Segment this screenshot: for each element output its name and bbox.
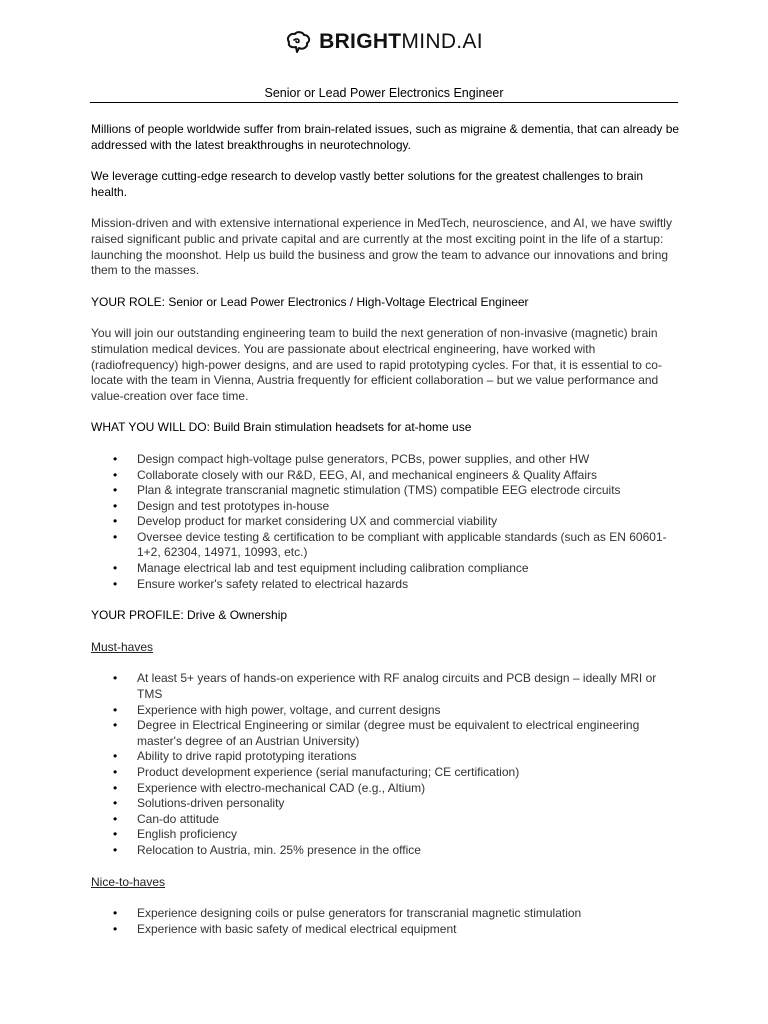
list-item: • Oversee device testing & certification to be compliant with applicable standards (such as EN 60601-1+2, 62304, 14971, 10993, etc.): [91, 530, 681, 561]
role-paragraph: You will join our outstanding engineering team to build the next generation of non-invasive (magnetic) brain stimulation medical devices. You are passionate about electrical engineering, have worked with (radiofrequency) high-power designs, and are used to rapid prototyping cycles. For that, it is essential to co-locate with the team in Vienna, Austria frequently for efficient collaboration – but we value performance and value-creation over face time.: [91, 326, 662, 403]
list-item: • Plan & integrate transcranial magnetic stimulation (TMS) compatible EEG electrode circuits: [91, 483, 681, 499]
job-description: [91, 122, 681, 937]
list-item: • Experience with basic safety of medical electrical equipment: [91, 922, 681, 938]
list-item: • Ability to drive rapid prototyping iterations: [91, 749, 681, 765]
list-item: • Manage electrical lab and test equipment including calibration compliance: [91, 561, 681, 577]
intro-paragraph-2: We leverage cutting-edge research to develop vastly better solutions for the greatest challenges to brain health.: [91, 169, 644, 199]
list-item: • Design and test prototypes in-house: [91, 499, 681, 515]
list-item: • Develop product for market considering UX and commercial viability: [91, 514, 681, 530]
role-heading: YOUR ROLE: Senior or Lead Power Electronics / High-Voltage Electrical Engineer: [91, 294, 529, 309]
list-item: • Experience with electro-mechanical CAD (e.g., Altium): [91, 781, 681, 797]
brand-name: BRIGHTMIND.AI: [319, 30, 483, 53]
list-item: • Degree in Electrical Engineering or similar (degree must be equivalent to electrical engineering master's degree of an Austrian University): [91, 718, 681, 749]
mission-paragraph: Mission-driven and with extensive international experience in MedTech, neuroscience, and AI, we have swiftly raised significant public and private capital and are currently at the most exciting point in the life of a startup: launching the moonshot. Help us build the business and grow the team to advance our innovations and bring them to the masses.: [91, 216, 672, 278]
nice-to-haves-list: [91, 906, 681, 937]
list-item: • Design compact high-voltage pulse generators, PCBs, power supplies, and other HW: [91, 452, 681, 468]
what-you-will-do-heading: WHAT YOU WILL DO: Build Brain stimulation headsets for at-home use: [91, 420, 472, 435]
nice-to-haves-label: Nice-to-haves: [91, 874, 166, 889]
list-item: • English proficiency: [91, 827, 681, 843]
must-haves-list: [91, 671, 681, 858]
must-haves-label: Must-haves: [91, 639, 154, 654]
brain-icon: [285, 31, 311, 53]
list-item: • Experience with high power, voltage, and current designs: [91, 703, 681, 719]
list-item: • Relocation to Austria, min. 25% presence in the office: [91, 843, 681, 859]
tasks-list: [91, 452, 681, 592]
list-item: • At least 5+ years of hands-on experience with RF analog circuits and PCB design – ideally MRI or TMS: [91, 671, 681, 702]
list-item: • Experience designing coils or pulse generators for transcranial magnetic stimulation: [91, 906, 681, 922]
profile-heading: YOUR PROFILE: Drive & Ownership: [91, 608, 288, 623]
brand-logo: [0, 30, 768, 54]
page-title: Senior or Lead Power Electronics Engineer: [90, 86, 678, 103]
intro-paragraph-1: Millions of people worldwide suffer from brain-related issues, such as migraine & dementia, that can already be addressed with the latest breakthroughs in neurotechnology.: [91, 122, 680, 152]
list-item: • Can-do attitude: [91, 812, 681, 828]
list-item: • Solutions-driven personality: [91, 796, 681, 812]
list-item: • Collaborate closely with our R&D, EEG, AI, and mechanical engineers & Quality Affairs: [91, 468, 681, 484]
list-item: • Product development experience (serial manufacturing; CE certification): [91, 765, 681, 781]
list-item: • Ensure worker's safety related to electrical hazards: [91, 577, 681, 593]
